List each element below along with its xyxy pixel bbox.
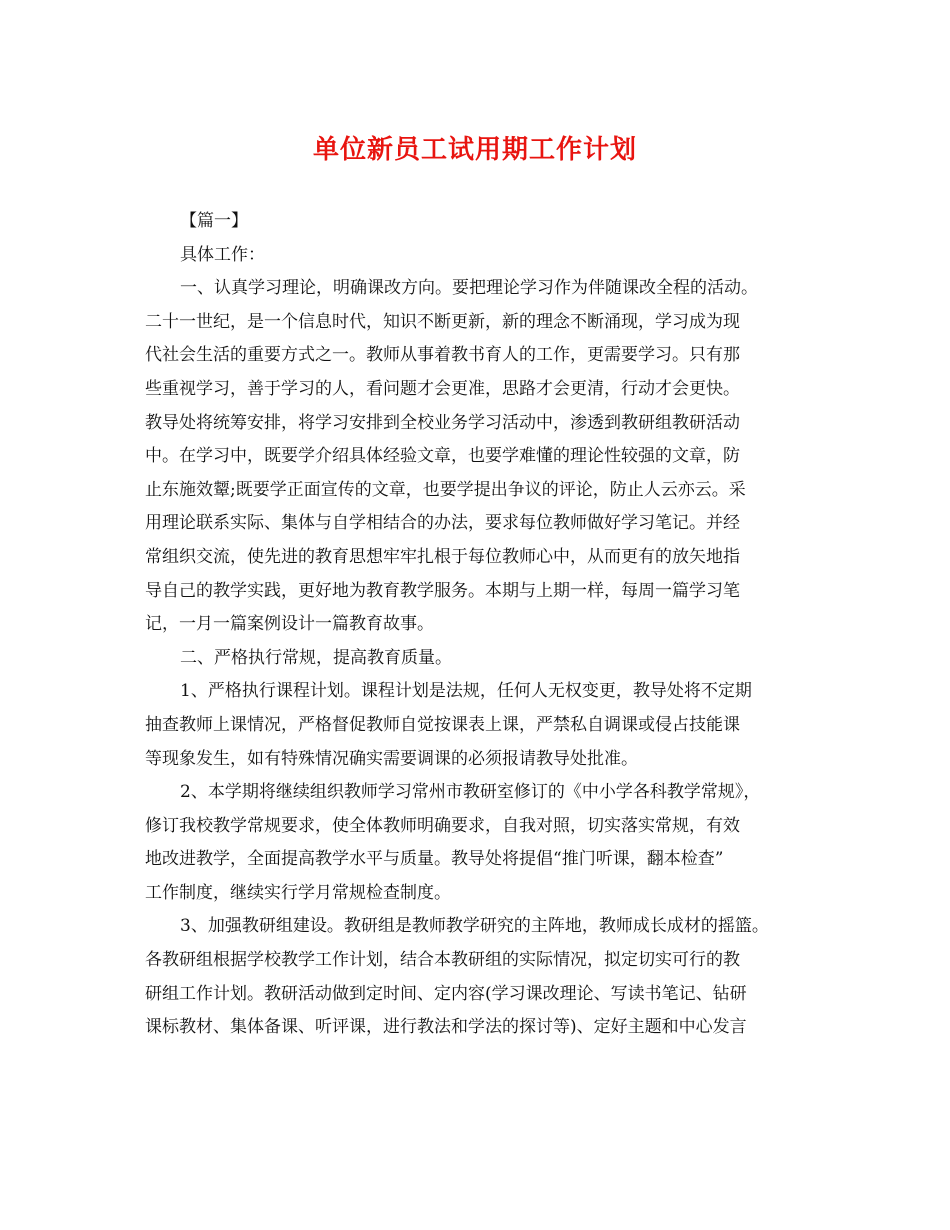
paragraph-line: 修订我校教学常规要求，使全体教师明确要求，自我对照，切实落实常规，有效	[145, 815, 740, 836]
paragraph-line: 抽查教师上课情况，严格督促教师自觉按课表上课，严禁私自调课或侵占技能课	[145, 714, 740, 735]
paragraph-line: 3、加强教研组建设。教研组是教师教学研究的主阵地，教师成长成材的摇篮。	[180, 916, 769, 937]
paragraph-line: 用理论联系实际、集体与自学相结合的办法，要求每位教师做好学习笔记。并经	[145, 513, 740, 534]
paragraph-line: 二十一世纪，是一个信息时代，知识不断更新，新的理念不断涌现，学习成为现	[145, 311, 740, 332]
paragraph-line: 各教研组根据学校教学工作计划，结合本教研组的实际情况，拟定切实可行的教	[145, 950, 740, 971]
paragraph-line: 2、本学期将继续组织教师学习常州市教研室修订的《中小学各科教学常规》，	[180, 782, 761, 803]
paragraph-line: 导自己的教学实践，更好地为教育教学服务。本期与上期一样，每周一篇学习笔	[145, 580, 740, 601]
paragraph-line: 二、严格执行常规，提高教育质量。	[180, 647, 452, 668]
paragraph-line: 【篇一】	[180, 211, 248, 231]
document-body	[145, 205, 815, 1045]
paragraph-line: 常组织交流，使先进的教育思想牢牢扎根于每位教师心中，从而更有的放矢地指	[145, 546, 740, 567]
paragraph-line: 工作制度，继续实行学月常规检查制度。	[145, 882, 451, 903]
paragraph-line: 止东施效颦;既要学正面宣传的文章，也要学提出争议的评论，防止人云亦云。采	[145, 479, 746, 500]
paragraph-line: 教导处将统筹安排，将学习安排到全校业务学习活动中，渗透到教研组教研活动	[145, 412, 740, 433]
paragraph-line: 地改进教学，全面提高教学水平与质量。教导处将提倡“推门听课，翻本检查”	[145, 849, 724, 870]
paragraph-line: 课标教材、集体备课、听评课，进行教法和学法的探讨等)、定好主题和中心发言	[145, 1017, 747, 1038]
paragraph-line: 代社会生活的重要方式之一。教师从事着教书育人的工作，更需要学习。只有那	[145, 345, 740, 366]
paragraph-line: 具体工作：	[180, 244, 265, 265]
paragraph-line: 些重视学习，善于学习的人，看问题才会更准，思路才会更清，行动才会更快。	[145, 378, 740, 399]
paragraph-line: 1、严格执行课程计划。课程计划是法规，任何人无权变更，教导处将不定期	[180, 681, 752, 702]
paragraph-line: 等现象发生，如有特殊情况确实需要调课的必须报请教导处批准。	[145, 748, 638, 769]
document-title: 单位新员工试用期工作计划	[312, 135, 637, 165]
paragraph-line: 中。在学习中，既要学介绍具体经验文章，也要学难懂的理论性较强的文章，防	[145, 446, 740, 467]
paragraph-line: 研组工作计划。教研活动做到定时间、定内容(学习课改理论、写读书笔记、钻研	[145, 983, 747, 1004]
paragraph-line: 记，一月一篇案例设计一篇教育故事。	[145, 614, 434, 635]
paragraph-line: 一、认真学习理论，明确课改方向。要把理论学习作为伴随课改全程的活动。	[180, 278, 758, 299]
